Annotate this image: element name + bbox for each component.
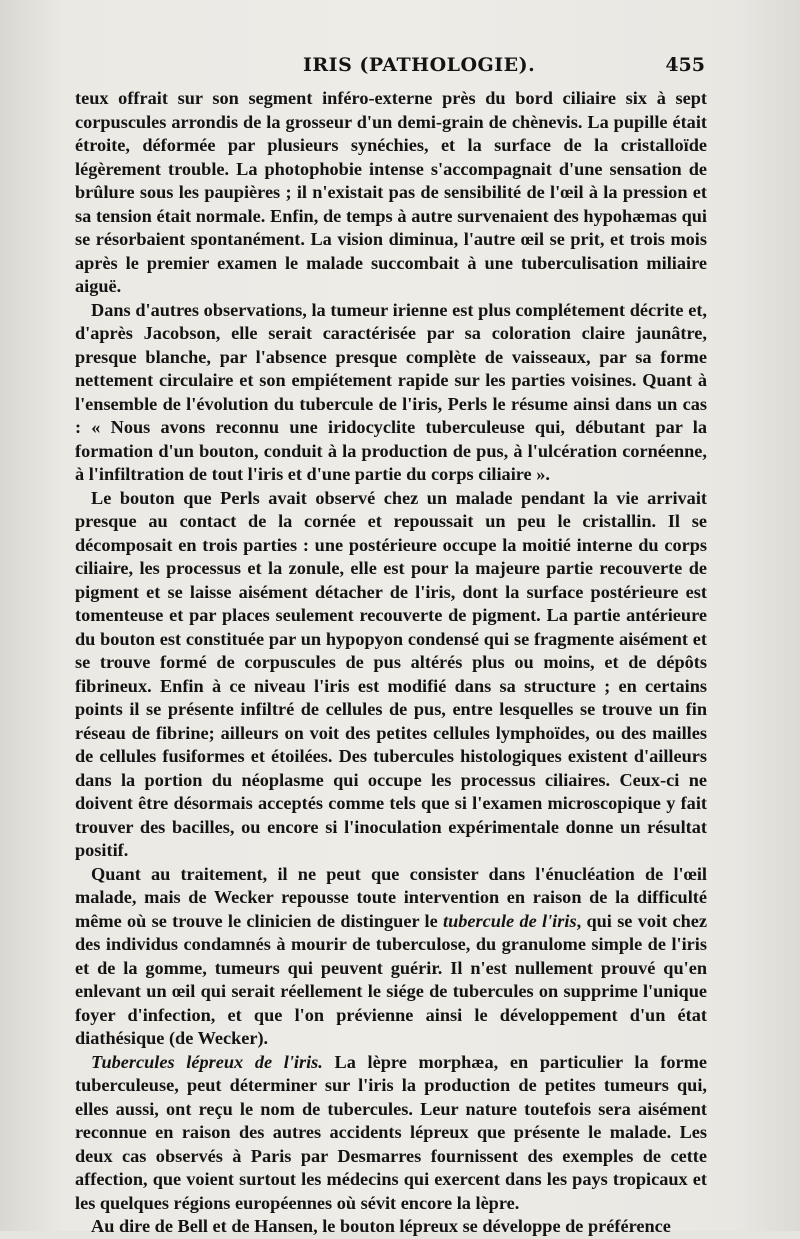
paragraph-4-italic-term: tubercule de l'iris	[443, 910, 577, 931]
page-number: 455	[665, 54, 705, 76]
page-header	[75, 54, 705, 82]
paragraph-4-text-a: Quant au traitement, il ne peut que consister dans l'énucléation de l'œil malade, mais de Wecker repousse toute intervention en raison de la difficulté même où se trouve le clinicien de distinguer le	[75, 863, 707, 931]
paragraph-4-text-b: , qui se voit chez des individus condamnés à mourir de tuberculose, du granulome simple de l'iris et de la gomme, tumeurs qui peuvent guérir. Il n'est nullement prouvé qu'en enlevant un œil qui serait réellement le siége de tubercules on supprime l'unique foyer d'infection, et que l'on prévienne ainsi le développement d'un état diathésique (de Wecker).	[75, 910, 708, 1048]
section-heading-tubercules-lepreux: Tubercules lépreux de l'iris.	[91, 1051, 323, 1072]
paragraph-6: Au dire de Bell et de Hansen, le bouton lépreux se développe de préférence	[91, 1216, 671, 1236]
running-title: IRIS (PATHOLOGIE).	[303, 54, 536, 76]
paragraph-3: Le bouton que Perls avait observé chez un malade pendant la vie arrivait presque au contact de la cornée et repoussait un peu le cristallin. Il se décomposait en trois parties : une postérieure occupe la moitié interne du corps ciliaire, les processus et la zonule, elle est pour la majeure partie recouverte de pigment et se laisse aisément détacher de l'iris, dont la surface postérieure est tomenteuse et par places seulement recouverte de pigment. La partie antérieure du bouton est constituée par un hypopyon condensé qui se fragmente aisément et se trouve formé de corpuscules de pus altérés plus ou moins, et de dépôts fibrineux. Enfin à ce niveau l'iris est modifié dans sa structure ; en certains points il se présente infiltré de cellules de pus, entre lesquelles se trouve un fin réseau de fibrine; ailleurs on voit des petites cellules lymphoïdes, ou des mailles de cellules fusiformes et étoilées. Des tubercules histologiques existent d'ailleurs dans la portion du néoplasme qui occupe les processus ciliaires. Ceux-ci ne doivent être désormais acceptés comme tels que si l'examen microscopique y fait trouver des bacilles, ou encore si l'inoculation expérimentale donne un résultat positif.	[75, 487, 707, 860]
paragraph-2: Dans d'autres observations, la tumeur irienne est plus complétement décrite et, d'après Jacobson, elle serait caractérisée par sa coloration claire jaunâtre, presque blanche, par l'absence presque complète de vaisseaux, par sa forme nettement circulaire et son empiétement rapide sur les parties voisines. Quant à l'ensemble de l'évolution du tubercule de l'iris, Perls le résume ainsi dans un cas : « Nous avons reconnu une iridocyclite tuberculeuse qui, débutant par la formation d'un bouton, conduit à la production de pus, à l'ulcération cornéenne, à l'infiltration de tout l'iris et d'une partie du corps ciliaire ».	[75, 299, 707, 484]
paragraph-5	[75, 1051, 707, 1216]
paragraph-1: teux offrait sur son segment inféro-externe près du bord ciliaire six à sept corpuscules arrondis de la grosseur d'un demi-grain de chènevis. La pupille était étroite, déformée par plusieurs synéchies, et la surface de la cristalloïde légèrement trouble. La photophobie intense s'accompagnait d'une sensation de brûlure sous les paupières ; il n'existait pas de sensibilité de l'œil à la pression et sa tension était normale. Enfin, de temps à autre survenaient des hypohæmas qui se résorbaient spontanément. La vision diminua, l'autre œil se prit, et trois mois après le premier examen le malade succombait à une tuberculisation miliaire aiguë.	[75, 88, 707, 296]
paragraph-4	[75, 863, 707, 1051]
body-text	[75, 87, 707, 1239]
paragraph-5-text: La lèpre morphæa, en particulier la forme tuberculeuse, peut déterminer sur l'iris la production de petites tumeurs qui, elles aussi, ont reçu le nom de tubercules. Leur nature toutefois sera aisément reconnue en raison des autres accidents lépreux que présente le malade. Les deux cas observés à Paris par Desmarres fournissent des exemples de cette affection, que voient surtout les médecins qui exercent dans les pays tropicaux et les quelques régions européennes où sévit encore la lèpre.	[75, 1051, 707, 1213]
